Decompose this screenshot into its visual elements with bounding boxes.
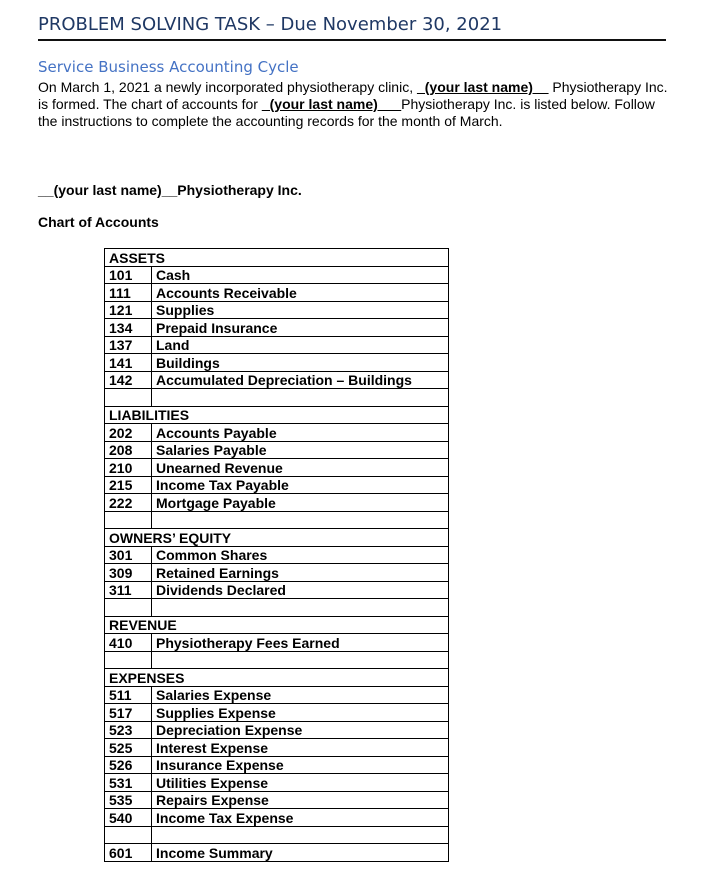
- table-row: [105, 634, 449, 652]
- table-row: [105, 756, 449, 774]
- empty-cell: [152, 651, 449, 669]
- section-title-liabilities: LIABILITIES: [105, 406, 449, 424]
- account-number: 511: [105, 686, 152, 704]
- table-row: [105, 809, 449, 827]
- section-title-assets: ASSETS: [105, 249, 449, 267]
- intro-paragraph: [38, 79, 678, 130]
- section-title-equity: OWNERS’ EQUITY: [105, 529, 449, 547]
- account-number: 540: [105, 809, 152, 827]
- table-row: [105, 704, 449, 722]
- account-name: Accumulated Depreciation – Buildings: [152, 371, 449, 389]
- last-name-blank-1: _(your last name)__: [416, 79, 549, 95]
- account-name: Mortgage Payable: [152, 494, 449, 512]
- account-number: 215: [105, 476, 152, 494]
- table-row: [105, 739, 449, 757]
- empty-cell: [152, 389, 449, 407]
- account-number: 531: [105, 774, 152, 792]
- table-row: [105, 319, 449, 337]
- account-name: Salaries Payable: [152, 441, 449, 459]
- intro-text-1: On March 1, 2021 a newly incorporated physiotherapy clinic,: [38, 79, 417, 95]
- account-number: 311: [105, 581, 152, 599]
- section-title-revenue: REVENUE: [105, 616, 449, 634]
- table-row: [105, 844, 449, 862]
- table-row: [105, 564, 449, 582]
- account-name: Accounts Payable: [152, 424, 449, 442]
- intro-text-3: Physiotherapy Inc. is listed below. Follow the instructions to complete the accounting records for the month of March.: [38, 96, 655, 129]
- account-name: Income Summary: [152, 844, 449, 862]
- table-row: [105, 266, 449, 284]
- account-number: 134: [105, 319, 152, 337]
- account-name: Dividends Declared: [152, 581, 449, 599]
- empty-row: [105, 651, 449, 669]
- account-name: Interest Expense: [152, 739, 449, 757]
- account-name: Repairs Expense: [152, 791, 449, 809]
- section-header-row: [105, 669, 449, 687]
- account-name: Utilities Expense: [152, 774, 449, 792]
- account-name: Insurance Expense: [152, 756, 449, 774]
- account-name: Income Tax Payable: [152, 476, 449, 494]
- account-number: 210: [105, 459, 152, 477]
- account-number: 517: [105, 704, 152, 722]
- account-number: 301: [105, 546, 152, 564]
- account-number: 202: [105, 424, 152, 442]
- account-name: Land: [152, 336, 449, 354]
- account-name: Accounts Receivable: [152, 284, 449, 302]
- account-number: 111: [105, 284, 152, 302]
- account-number: 601: [105, 844, 152, 862]
- company-blank: __(your last name)__: [38, 182, 178, 198]
- company-label: Physiotherapy Inc.: [177, 182, 302, 198]
- account-name: Income Tax Expense: [152, 809, 449, 827]
- table-row: [105, 546, 449, 564]
- account-number: 526: [105, 756, 152, 774]
- last-name-blank-2: _(your last name)___: [261, 96, 402, 112]
- table-row: [105, 441, 449, 459]
- table-row: [105, 494, 449, 512]
- section-header-row: [105, 249, 449, 267]
- intro-text-2: Physiotherapy Inc. is formed. The chart of accounts for: [38, 79, 668, 112]
- account-number: 142: [105, 371, 152, 389]
- table-row: [105, 476, 449, 494]
- empty-cell: [152, 826, 449, 844]
- account-number: 535: [105, 791, 152, 809]
- account-number: 101: [105, 266, 152, 284]
- table-row: [105, 371, 449, 389]
- account-name: Cash: [152, 266, 449, 284]
- table-row: [105, 721, 449, 739]
- account-name: Depreciation Expense: [152, 721, 449, 739]
- account-number: 523: [105, 721, 152, 739]
- account-name: Buildings: [152, 354, 449, 372]
- empty-cell: [152, 511, 449, 529]
- account-number: 410: [105, 634, 152, 652]
- account-name: Unearned Revenue: [152, 459, 449, 477]
- account-number: 141: [105, 354, 152, 372]
- section-subtitle: Service Business Accounting Cycle: [38, 58, 299, 76]
- table-row: [105, 336, 449, 354]
- empty-row: [105, 511, 449, 529]
- account-number: 137: [105, 336, 152, 354]
- account-name: Physiotherapy Fees Earned: [152, 634, 449, 652]
- empty-cell: [105, 651, 152, 669]
- table-row: [105, 686, 449, 704]
- account-number: 208: [105, 441, 152, 459]
- account-name: Common Shares: [152, 546, 449, 564]
- empty-row: [105, 599, 449, 617]
- section-title-expenses: EXPENSES: [105, 669, 449, 687]
- empty-cell: [105, 826, 152, 844]
- page-title: PROBLEM SOLVING TASK – Due November 30, 2021: [38, 14, 666, 41]
- account-name: Supplies: [152, 301, 449, 319]
- section-header-row: [105, 529, 449, 547]
- table-row: [105, 774, 449, 792]
- section-header-row: [105, 616, 449, 634]
- table-row: [105, 284, 449, 302]
- table-row: [105, 581, 449, 599]
- account-number: 309: [105, 564, 152, 582]
- empty-cell: [152, 599, 449, 617]
- table-row: [105, 301, 449, 319]
- account-number: 222: [105, 494, 152, 512]
- table-row: [105, 791, 449, 809]
- chart-of-accounts-heading: Chart of Accounts: [38, 214, 159, 230]
- empty-cell: [105, 389, 152, 407]
- table-row: [105, 459, 449, 477]
- section-header-row: [105, 406, 449, 424]
- empty-cell: [105, 599, 152, 617]
- chart-of-accounts-table: [104, 248, 449, 862]
- table-row: [105, 424, 449, 442]
- account-number: 121: [105, 301, 152, 319]
- empty-cell: [105, 511, 152, 529]
- account-name: Retained Earnings: [152, 564, 449, 582]
- account-name: Prepaid Insurance: [152, 319, 449, 337]
- empty-row: [105, 826, 449, 844]
- table-row: [105, 354, 449, 372]
- account-name: Salaries Expense: [152, 686, 449, 704]
- company-name: [38, 182, 302, 198]
- account-name: Supplies Expense: [152, 704, 449, 722]
- empty-row: [105, 389, 449, 407]
- account-number: 525: [105, 739, 152, 757]
